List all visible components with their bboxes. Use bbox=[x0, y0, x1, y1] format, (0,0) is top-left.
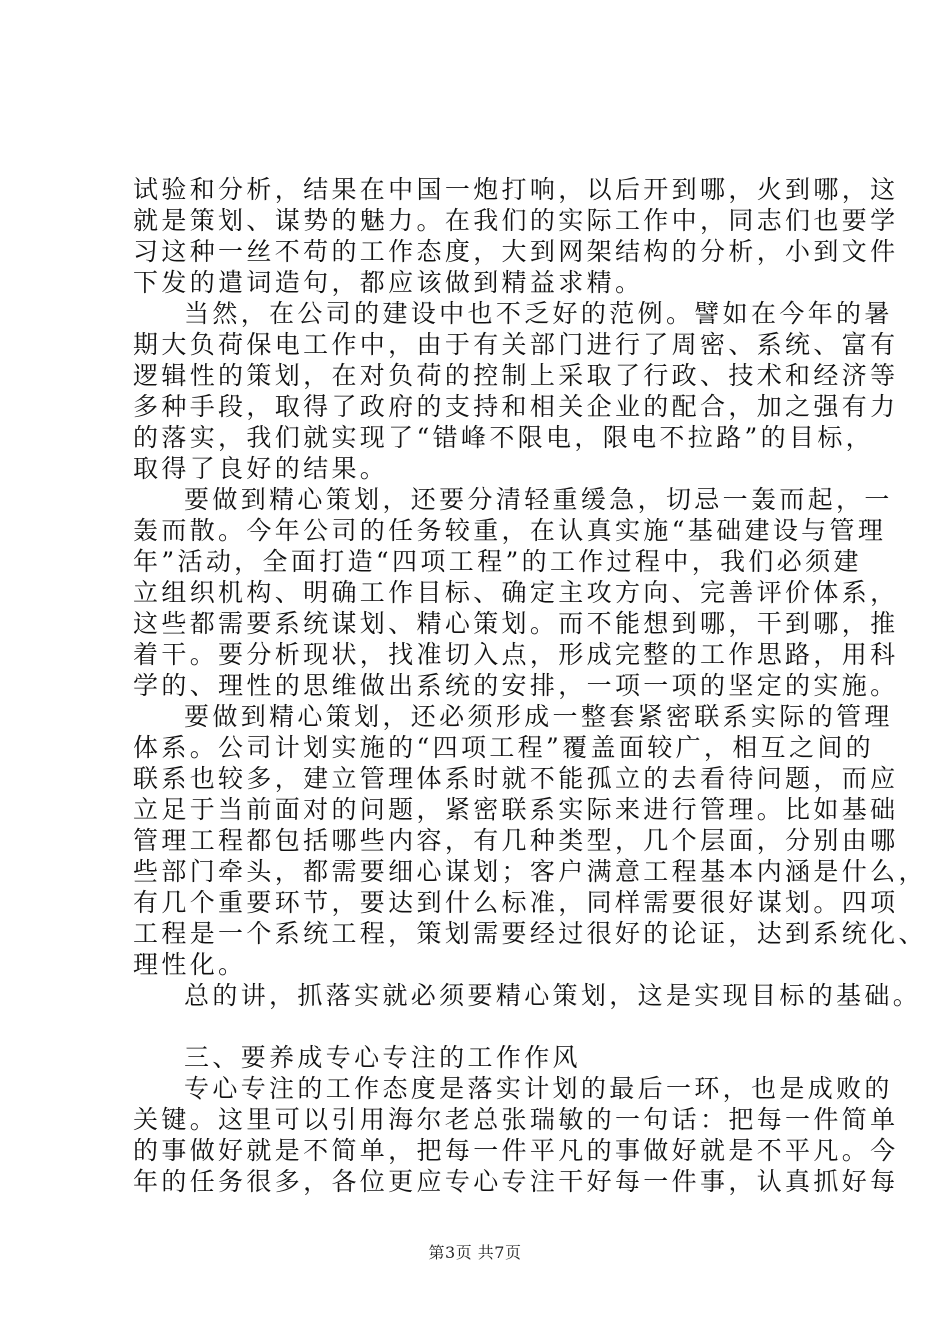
body-text-line: 这些都需要系统谋划、精心策划。而不能想到哪，干到哪，推 bbox=[133, 609, 899, 638]
body-text-line: 的事做好就是不简单，把每一件平凡的事做好就是不平凡。今 bbox=[133, 1136, 899, 1165]
paragraph-first-line: 要做到精心策划，还必须形成一整套紧密联系实际的管理 bbox=[184, 702, 893, 731]
body-text-line: 逻辑性的策划，在对负荷的控制上采取了行政、技术和经济等 bbox=[133, 361, 899, 390]
body-text-line: 多种手段，取得了政府的支持和相关企业的配合，加之强有力 bbox=[133, 392, 899, 421]
body-text-line: 体系。公司计划实施的“四项工程”覆盖面较广，相互之间的 bbox=[133, 733, 875, 762]
body-text-line: 年的任务很多，各位更应专心专注干好每一件事，认真抓好每 bbox=[133, 1167, 899, 1196]
paragraph-first-line: 总的讲，抓落实就必须要精心策划，这是实现目标的基础。 bbox=[184, 981, 922, 1010]
body-text-line: 就是策划、谋势的魅力。在我们的实际工作中，同志们也要学 bbox=[133, 206, 899, 235]
body-text-line: 管理工程都包括哪些内容，有几种类型，几个层面，分别由哪 bbox=[133, 826, 899, 855]
body-text-line: 关键。这里可以引用海尔老总张瑞敏的一句话：把每一件简单 bbox=[133, 1105, 899, 1134]
body-text-line: 有几个重要环节，要达到什么标准，同样需要很好谋划。四项 bbox=[133, 888, 899, 917]
body-text-line: 的落实，我们就实现了“错峰不限电，限电不拉路”的目标， bbox=[133, 423, 875, 452]
body-text-line: 下发的遣词造句，都应该做到精益求精。 bbox=[133, 268, 644, 297]
body-text-line: 立组织机构、明确工作目标、确定主攻方向、完善评价体系， bbox=[133, 578, 899, 607]
paragraph-first-line: 要做到精心策划，还要分清轻重缓急，切忌一轰而起，一 bbox=[184, 485, 893, 514]
paragraph-first-line: 专心专注的工作态度是落实计划的最后一环，也是成败的 bbox=[184, 1074, 893, 1103]
body-text-line: 立足于当前面对的问题，紧密联系实际来进行管理。比如基础 bbox=[133, 795, 899, 824]
body-text-line: 学的、理性的思维做出系统的安排，一项一项的坚定的实施。 bbox=[133, 671, 899, 700]
page-number-footer: 第3页 共7页 bbox=[428, 1243, 522, 1262]
body-text-line: 期大负荷保电工作中，由于有关部门进行了周密、系统、富有 bbox=[133, 330, 899, 359]
body-text-line: 理性化。 bbox=[133, 950, 247, 979]
body-text-line: 联系也较多，建立管理体系时就不能孤立的去看待问题，而应 bbox=[133, 764, 899, 793]
body-text-line: 轰而散。今年公司的任务较重，在认真实施“基础建设与管理 bbox=[133, 516, 887, 545]
body-text-line: 习这种一丝不苟的工作态度，大到网架结构的分析，小到文件 bbox=[133, 237, 899, 266]
body-text-line: 取得了良好的结果。 bbox=[133, 454, 389, 483]
body-text-line: 试验和分析，结果在中国一炮打响，以后开到哪，火到哪，这 bbox=[133, 175, 899, 204]
body-text-line: 年”活动，全面打造“四项工程”的工作过程中，我们必须建 bbox=[133, 547, 862, 576]
body-text-line: 工程是一个系统工程，策划需要经过很好的论证，达到系统化、 bbox=[133, 919, 927, 948]
body-text-line: 着干。要分析现状，找准切入点，形成完整的工作思路，用科 bbox=[133, 640, 899, 669]
paragraph-first-line: 当然，在公司的建设中也不乏好的范例。譬如在今年的暑 bbox=[184, 299, 893, 328]
body-text-line: 些部门牵头，都需要细心谋划；客户满意工程基本内涵是什么， bbox=[133, 857, 927, 886]
section-heading: 三、要养成专心专注的工作作风 bbox=[184, 1043, 581, 1072]
